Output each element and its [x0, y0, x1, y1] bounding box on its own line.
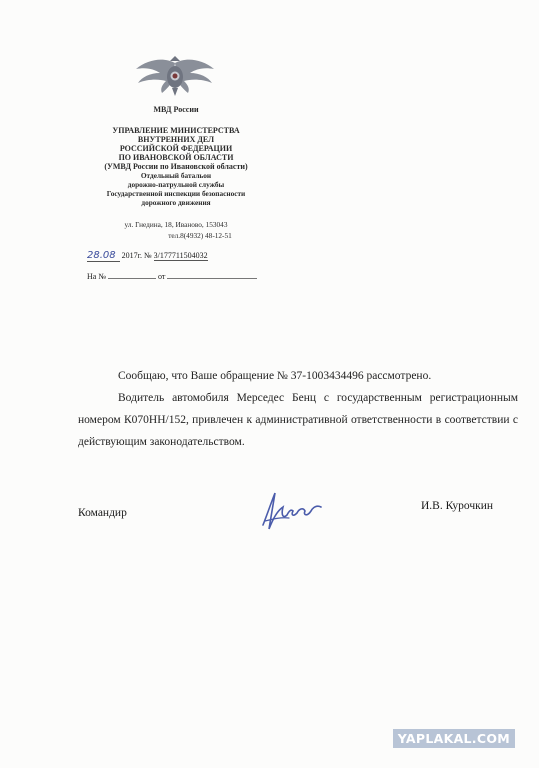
organization-line: РОССИЙСКОЙ ФЕДЕРАЦИИ [119, 144, 233, 153]
signatory-position: Командир [78, 507, 127, 519]
reply-date-blank [167, 270, 257, 279]
handwritten-date: 28.08 [87, 250, 116, 261]
handwritten-signature-icon [255, 485, 325, 533]
unit-name [76, 171, 276, 207]
organization-line: ПО ИВАНОВСКОЙ ОБЛАСТИ [118, 153, 234, 162]
body-paragraph-1: Сообщаю, что Ваше обращение № 37-1003434496 рассмотрено. [118, 370, 432, 382]
organization-line: ВНУТРЕННИХ ДЕЛ [137, 135, 215, 144]
signatory-name: И.В. Курочкин [421, 500, 494, 512]
reply-to-label: На № [87, 272, 106, 281]
unit-line: дорожного движения [141, 198, 211, 207]
double-headed-eagle-emblem-icon [134, 55, 216, 97]
organization-name [76, 126, 276, 171]
reply-reference-line [87, 270, 257, 281]
body-paragraph-2: Водитель автомобиля Мерседес Бенц с государственным регистрационным номером К070НН/152, привлечен к административной ответственности в соответствии с действующим законодательством. [78, 392, 518, 448]
unit-line: Отдельный батальон [140, 171, 212, 180]
ministry-short-name: МВД России [153, 105, 199, 114]
unit-line: Государственной инспекции безопасности [106, 189, 246, 198]
reply-number-blank [108, 270, 156, 279]
date-year-label: 2017г. № [121, 251, 152, 260]
reply-from-label: от [157, 272, 166, 281]
registration-line [87, 250, 277, 262]
unit-line: дорожно-патрульной службы [127, 180, 225, 189]
address: ул. Гнедина, 18, Иваново, 153043 [124, 220, 228, 229]
organization-line: УПРАВЛЕНИЕ МИНИСТЕРСТВА [112, 126, 240, 135]
organization-line: (УМВД России по Ивановской области) [104, 162, 248, 171]
contact-block [76, 219, 276, 241]
registration-number: 3/177711504032 [153, 251, 208, 260]
watermark-logo: YAPLAKAL.COM [393, 729, 515, 748]
phone: тел.8(4932) 48-12-51 [168, 231, 232, 240]
